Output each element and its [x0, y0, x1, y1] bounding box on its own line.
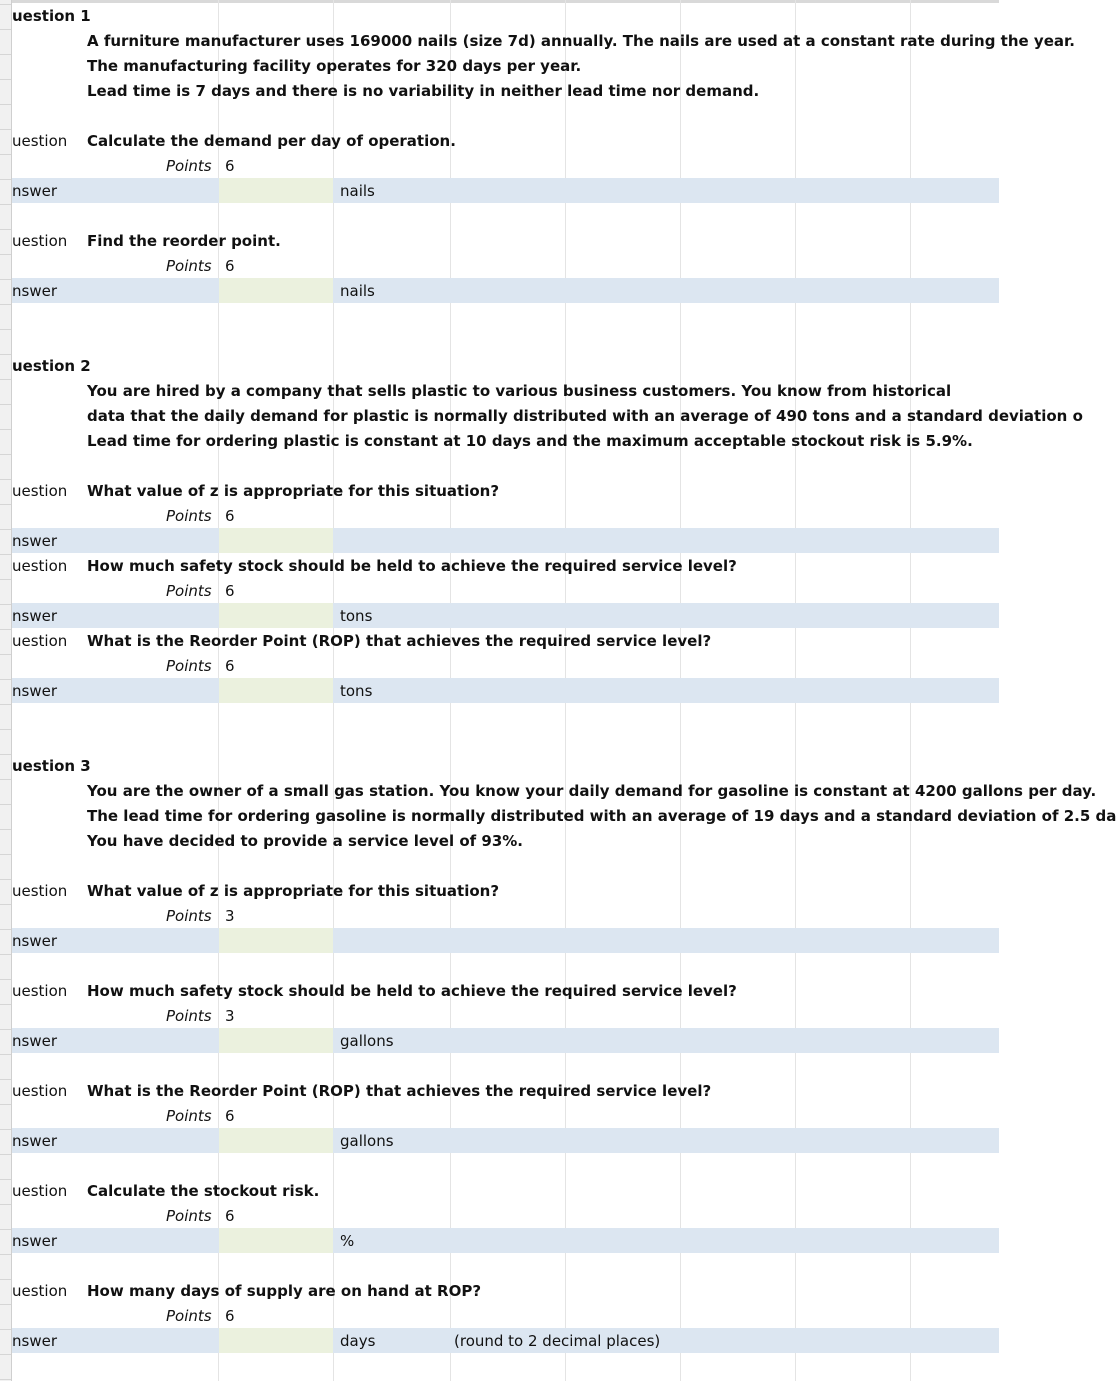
question-label: uestion	[12, 982, 68, 1000]
question-1-text-line: The manufacturing facility operates for 320 days per year.	[87, 57, 582, 75]
row-header-divider	[0, 1329, 11, 1330]
row-header-divider	[0, 279, 11, 280]
question-row	[12, 629, 999, 654]
question-label: uestion	[12, 132, 68, 150]
answer-label: nswer	[12, 1132, 57, 1150]
points-row	[12, 579, 999, 604]
answer-unit: days	[340, 1332, 376, 1350]
row-header-divider	[0, 54, 11, 55]
question-row	[12, 479, 999, 504]
answer-label: nswer	[12, 1232, 57, 1250]
points-label: Points	[166, 157, 212, 175]
row-header-divider	[0, 604, 11, 605]
row-header-divider	[0, 904, 11, 905]
row-header-divider	[0, 354, 11, 355]
question-label: uestion	[12, 1182, 68, 1200]
question-1-text-line: Lead time is 7 days and there is no variability in neither lead time nor demand.	[87, 82, 760, 100]
answer-label: nswer	[12, 607, 57, 625]
row-header-divider	[0, 254, 11, 255]
question-1-text-row	[12, 79, 999, 104]
question-1-text-row	[12, 29, 1075, 54]
question-1-heading-row	[12, 4, 999, 29]
points-row	[12, 654, 999, 679]
row-header-divider	[0, 679, 11, 680]
answer-input-cell[interactable]	[219, 603, 333, 628]
points-label: Points	[166, 1007, 212, 1025]
row-header-divider	[0, 954, 11, 955]
answer-row	[12, 1128, 999, 1153]
row-header-divider	[0, 579, 11, 580]
question-text: How many days of supply are on hand at ROP?	[87, 1282, 482, 1300]
row-header-divider	[0, 804, 11, 805]
row-header-divider	[0, 1229, 11, 1230]
row-header-divider	[0, 29, 11, 30]
answer-row	[12, 1228, 999, 1253]
row-header-divider	[0, 1304, 11, 1305]
answer-row	[12, 278, 999, 303]
answer-input-cell[interactable]	[219, 528, 333, 553]
question-2-text-row	[12, 379, 999, 404]
row-header-divider	[0, 1104, 11, 1105]
points-row	[12, 254, 999, 279]
points-row	[12, 154, 999, 179]
answer-row	[12, 528, 999, 553]
row-header-divider	[0, 4, 11, 5]
question-3-text-line: You are the owner of a small gas station. You know your daily demand for gasoline is constant at 4200 gallons per day.	[87, 782, 1097, 800]
row-header-divider	[0, 179, 11, 180]
answer-unit: nails	[340, 182, 375, 200]
question-text: What value of z is appropriate for this situation?	[87, 882, 500, 900]
points-row	[12, 1204, 999, 1229]
question-3-text-row	[12, 804, 1116, 829]
row-header-divider	[0, 529, 11, 530]
points-row	[12, 504, 999, 529]
points-value: 6	[225, 1107, 235, 1125]
points-value: 6	[225, 582, 235, 600]
question-row	[12, 1179, 999, 1204]
answer-row	[12, 1328, 999, 1353]
question-3-text-row	[12, 829, 999, 854]
question-2-text-row	[12, 429, 999, 454]
answer-input-cell[interactable]	[219, 278, 333, 303]
row-header-divider	[0, 654, 11, 655]
question-label: uestion	[12, 482, 68, 500]
points-row	[12, 1004, 999, 1029]
row-header-divider	[0, 504, 11, 505]
row-header-divider	[0, 629, 11, 630]
answer-row	[12, 603, 999, 628]
row-header-divider	[0, 229, 11, 230]
answer-input-cell[interactable]	[219, 1128, 333, 1153]
question-row	[12, 554, 999, 579]
row-header-divider	[0, 1054, 11, 1055]
points-value: 6	[225, 1207, 235, 1225]
question-2-heading: uestion 2	[12, 357, 91, 375]
row-header-divider	[0, 154, 11, 155]
row-header-divider	[0, 1204, 11, 1205]
answer-label: nswer	[12, 682, 57, 700]
question-3-text-line: The lead time for ordering gasoline is normally distributed with an average of 19 days and a standard deviation of 2.5 da	[87, 807, 1116, 825]
row-header-divider	[0, 704, 11, 705]
row-header-divider	[0, 479, 11, 480]
row-header-divider	[0, 429, 11, 430]
question-row	[12, 979, 999, 1004]
points-label: Points	[166, 1107, 212, 1125]
question-2-text-line: Lead time for ordering plastic is constant at 10 days and the maximum acceptable stockout risk is 5.9%.	[87, 432, 973, 450]
points-value: 6	[225, 507, 235, 525]
row-header-divider	[0, 204, 11, 205]
row-header-divider	[0, 829, 11, 830]
row-header-divider	[0, 1154, 11, 1155]
row-header-divider	[0, 779, 11, 780]
answer-label: nswer	[12, 182, 57, 200]
question-label: uestion	[12, 632, 68, 650]
row-header-divider	[0, 1379, 11, 1380]
points-value: 6	[225, 157, 235, 175]
question-row	[12, 1279, 999, 1304]
points-value: 6	[225, 1307, 235, 1325]
answer-unit: tons	[340, 607, 373, 625]
row-header-strip	[0, 0, 12, 1381]
question-row	[12, 1079, 999, 1104]
answer-label: nswer	[12, 1332, 57, 1350]
points-label: Points	[166, 1307, 212, 1325]
points-label: Points	[166, 257, 212, 275]
question-text: How much safety stock should be held to achieve the required service level?	[87, 982, 737, 1000]
question-row	[12, 129, 999, 154]
question-label: uestion	[12, 557, 68, 575]
answer-label: nswer	[12, 282, 57, 300]
points-value: 3	[225, 1007, 235, 1025]
row-header-divider	[0, 1129, 11, 1130]
row-header-divider	[0, 1079, 11, 1080]
question-label: uestion	[12, 1282, 68, 1300]
question-1-text-row	[12, 54, 999, 79]
sheet-top-border	[0, 0, 999, 3]
answer-unit: gallons	[340, 1132, 394, 1150]
row-header-divider	[0, 129, 11, 130]
question-label: uestion	[12, 882, 68, 900]
question-text: What value of z is appropriate for this situation?	[87, 482, 500, 500]
question-3-text-line: You have decided to provide a service level of 93%.	[87, 832, 524, 850]
row-header-divider	[0, 304, 11, 305]
answer-label: nswer	[12, 1032, 57, 1050]
answer-input-cell[interactable]	[219, 1228, 333, 1253]
question-2-heading-row	[12, 354, 999, 379]
question-1-heading: uestion 1	[12, 7, 91, 25]
row-header-divider	[0, 1004, 11, 1005]
answer-label: nswer	[12, 532, 57, 550]
answer-unit: tons	[340, 682, 373, 700]
points-label: Points	[166, 1207, 212, 1225]
question-text: What is the Reorder Point (ROP) that achieves the required service level?	[87, 1082, 712, 1100]
row-header-divider	[0, 754, 11, 755]
answer-unit: %	[340, 1232, 355, 1250]
question-label: uestion	[12, 1082, 68, 1100]
row-header-divider	[0, 454, 11, 455]
row-header-divider	[0, 879, 11, 880]
answer-input-cell[interactable]	[219, 928, 333, 953]
row-header-divider	[0, 1254, 11, 1255]
answer-input-cell[interactable]	[219, 1028, 333, 1053]
question-text: What is the Reorder Point (ROP) that achieves the required service level?	[87, 632, 712, 650]
question-2-text-row	[12, 404, 1083, 429]
row-header-divider	[0, 854, 11, 855]
row-header-divider	[0, 379, 11, 380]
points-label: Points	[166, 582, 212, 600]
points-value: 3	[225, 907, 235, 925]
answer-label: nswer	[12, 932, 57, 950]
answer-input-cell[interactable]	[219, 1328, 333, 1353]
answer-row	[12, 1028, 999, 1053]
row-header-divider	[0, 929, 11, 930]
row-header-divider	[0, 1029, 11, 1030]
question-text: Calculate the demand per day of operation.	[87, 132, 456, 150]
row-header-divider	[0, 1179, 11, 1180]
points-row	[12, 1104, 999, 1129]
answer-row	[12, 178, 999, 203]
points-label: Points	[166, 657, 212, 675]
points-label: Points	[166, 907, 212, 925]
points-row	[12, 904, 999, 929]
question-3-heading: uestion 3	[12, 757, 91, 775]
answer-row	[12, 678, 999, 703]
question-row	[12, 229, 999, 254]
question-text: How much safety stock should be held to achieve the required service level?	[87, 557, 737, 575]
row-header-divider	[0, 79, 11, 80]
question-label: uestion	[12, 232, 68, 250]
answer-input-cell[interactable]	[219, 178, 333, 203]
question-2-text-line: data that the daily demand for plastic is normally distributed with an average of 490 tons and a standard deviation o	[87, 407, 1083, 425]
row-header-divider	[0, 1279, 11, 1280]
points-value: 6	[225, 257, 235, 275]
question-2-text-line: You are hired by a company that sells plastic to various business customers. You know from historical	[87, 382, 952, 400]
points-value: 6	[225, 657, 235, 675]
row-header-divider	[0, 329, 11, 330]
row-header-divider	[0, 979, 11, 980]
points-row	[12, 1304, 999, 1329]
question-3-heading-row	[12, 754, 999, 779]
question-text: Find the reorder point.	[87, 232, 281, 250]
row-header-divider	[0, 104, 11, 105]
question-text: Calculate the stockout risk.	[87, 1182, 320, 1200]
rounding-note: (round to 2 decimal places)	[454, 1332, 661, 1350]
row-header-divider	[0, 404, 11, 405]
question-3-text-row	[12, 779, 1097, 804]
row-header-divider	[0, 729, 11, 730]
row-header-divider	[0, 1354, 11, 1355]
answer-row	[12, 928, 999, 953]
question-1-text-line: A furniture manufacturer uses 169000 nails (size 7d) annually. The nails are used at a constant rate during the year.	[87, 32, 1075, 50]
answer-input-cell[interactable]	[219, 678, 333, 703]
row-header-divider	[0, 554, 11, 555]
answer-unit: gallons	[340, 1032, 394, 1050]
points-label: Points	[166, 507, 212, 525]
question-row	[12, 879, 999, 904]
answer-unit: nails	[340, 282, 375, 300]
